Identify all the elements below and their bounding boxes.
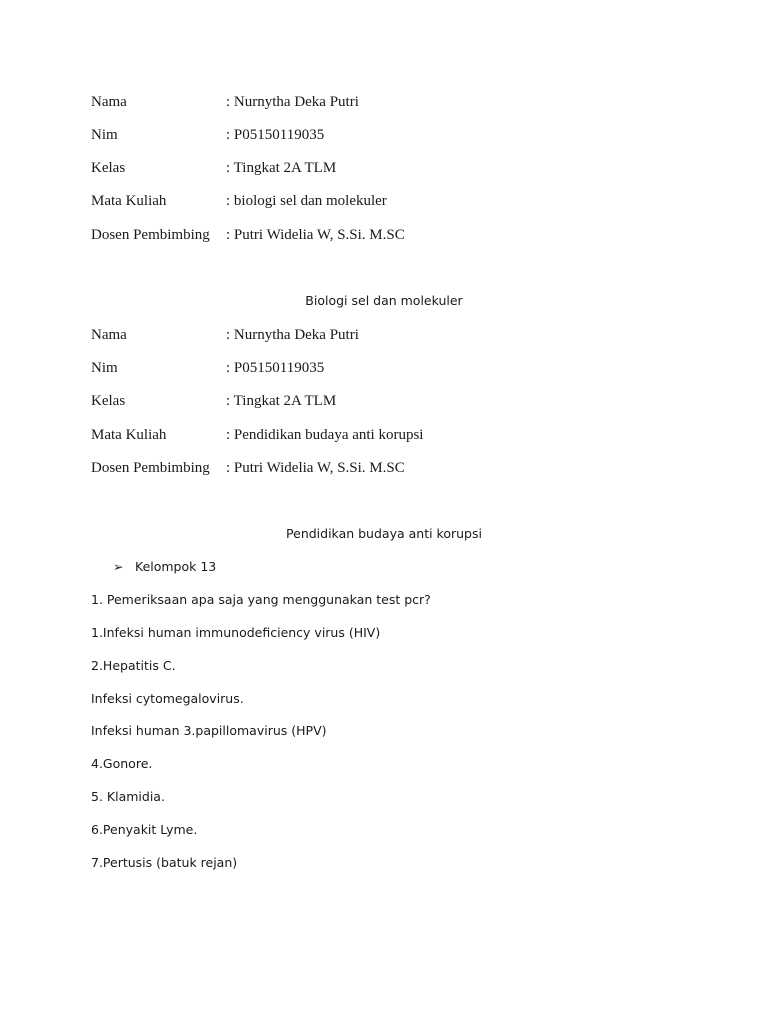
info-label: Nim — [91, 360, 118, 376]
answer-line: 1.Infeksi human immunodeficiency virus (HIV) — [91, 625, 381, 640]
info-label: Nama — [91, 327, 127, 343]
info-label: Mata Kuliah — [91, 427, 167, 443]
info-label: Dosen Pembimbing — [91, 227, 210, 243]
info-value: : Pendidikan budaya anti korupsi — [226, 427, 424, 443]
section-title: Pendidikan budaya anti korupsi — [286, 526, 482, 541]
info-value: : Putri Widelia W, S.Si. M.SC — [226, 227, 405, 243]
info-label: Nama — [91, 94, 127, 110]
info-label: Dosen Pembimbing — [91, 460, 210, 476]
arrow-bullet-icon: ➢ — [113, 559, 124, 574]
answer-line: 6.Penyakit Lyme. — [91, 822, 198, 837]
answer-line: Infeksi human 3.papillomavirus (HPV) — [91, 723, 327, 738]
info-label: Kelas — [91, 393, 126, 409]
answer-line: Infeksi cytomegalovirus. — [91, 691, 244, 706]
info-value: : Tingkat 2A TLM — [226, 160, 337, 176]
group-bullet — [113, 558, 216, 576]
info-value: : P05150119035 — [226, 360, 325, 376]
info-value: : Nurnytha Deka Putri — [226, 94, 359, 110]
group-label: Kelompok 13 — [135, 559, 217, 574]
answer-line: 7.Pertusis (batuk rejan) — [91, 855, 238, 870]
info-label: Kelas — [91, 160, 126, 176]
section-title: Biologi sel dan molekuler — [305, 293, 463, 308]
info-value: : Tingkat 2A TLM — [226, 393, 337, 409]
info-value: : Putri Widelia W, S.Si. M.SC — [226, 460, 405, 476]
info-label: Nim — [91, 127, 118, 143]
answer-line: 4.Gonore. — [91, 756, 153, 771]
question-line: 1. Pemeriksaan apa saja yang menggunakan test pcr? — [91, 592, 431, 607]
info-value: : P05150119035 — [226, 127, 325, 143]
info-value: : biologi sel dan molekuler — [226, 193, 387, 209]
info-value: : Nurnytha Deka Putri — [226, 327, 359, 343]
answer-line: 2.Hepatitis C. — [91, 658, 176, 673]
info-label: Mata Kuliah — [91, 193, 167, 209]
answer-line: 5. Klamidia. — [91, 789, 165, 804]
